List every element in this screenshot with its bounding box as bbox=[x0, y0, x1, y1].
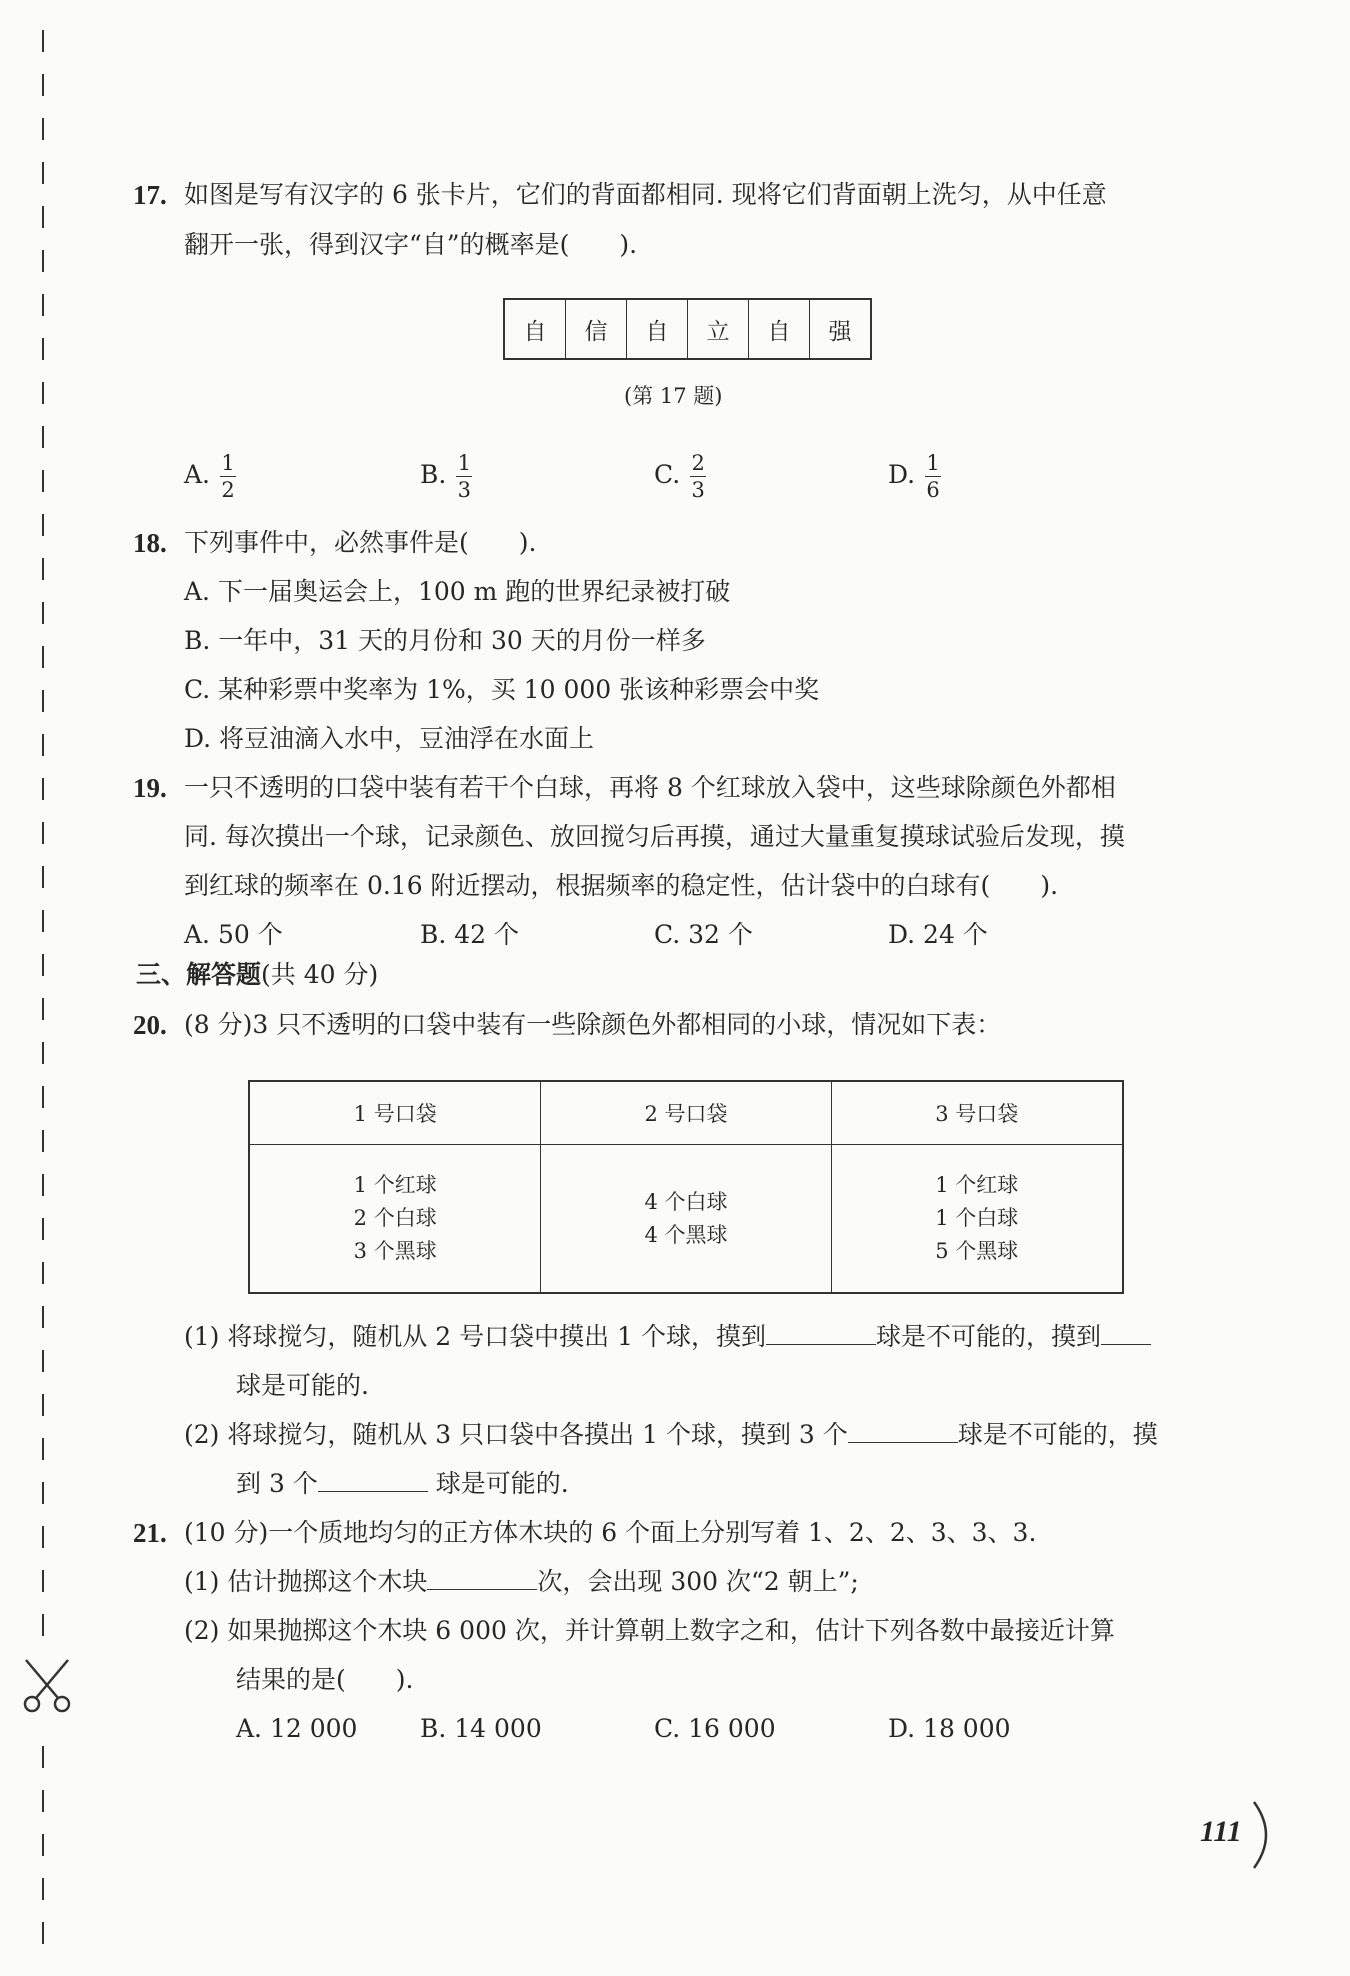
page-number: 111 bbox=[1200, 1815, 1242, 1848]
cut-line-dash bbox=[42, 1746, 44, 1768]
cut-line-dash bbox=[42, 470, 44, 492]
q19-option-a: A. 50 个 bbox=[184, 920, 283, 949]
q18-option-d: D. 将豆油滴入水中，豆油浮在水面上 bbox=[184, 724, 595, 753]
q21-option-c: C. 16 000 bbox=[654, 1714, 776, 1743]
card: 强 bbox=[809, 300, 870, 358]
cut-line-dash bbox=[42, 30, 44, 52]
q19-option-c: C. 32 个 bbox=[654, 920, 753, 949]
q21-part1: (1) 估计抛掷这个木块 次，会出现 300 次“2 朝上”; bbox=[184, 1557, 859, 1607]
q17-line2: 翻开一张，得到汉字“自”的概率是( ). bbox=[184, 230, 638, 259]
q21-part2-line1: (2) 如果抛掷这个木块 6 000 次，并计算朝上数字之和，估计下列各数中最接近计算 bbox=[184, 1616, 1115, 1645]
cut-line-dash bbox=[42, 74, 44, 96]
q21-number: 21. bbox=[133, 1518, 167, 1548]
cut-line-dash bbox=[42, 1438, 44, 1460]
cut-line-dash bbox=[42, 1218, 44, 1240]
q21-part2-line2: 结果的是( ). bbox=[236, 1665, 414, 1694]
bag2-cell: 4 个白球 4 个黑球 bbox=[541, 1145, 831, 1294]
q17-number: 17. bbox=[133, 180, 167, 210]
cut-line-dash bbox=[42, 426, 44, 448]
q17-caption: (第 17 题) bbox=[624, 384, 723, 408]
q20-table bbox=[248, 1080, 1124, 1294]
answer-blank[interactable] bbox=[318, 1461, 428, 1492]
q17-option-b: B. $\frac{1}{3}$ bbox=[420, 451, 472, 502]
q17-line1: 如图是写有汉字的 6 张卡片，它们的背面都相同. 现将它们背面朝上洗匀，从中任意 bbox=[184, 180, 1107, 209]
q20-part2-line1: (2) 将球搅匀，随机从 3 只口袋中各摸出 1 个球，摸到 3 个 球是不可能的，摸 bbox=[184, 1410, 1158, 1460]
bag3-cell: 1 个红球 1 个白球 5 个黑球 bbox=[831, 1145, 1123, 1294]
bag1-cell: 1 个红球 2 个白球 3 个黑球 bbox=[249, 1145, 541, 1294]
q21-option-b: B. 14 000 bbox=[420, 1714, 542, 1743]
q17-option-a: A. $\frac{1}{2}$ bbox=[184, 451, 235, 502]
q19-option-b: B. 42 个 bbox=[420, 920, 520, 949]
q20-part1-line2: 球是可能的. bbox=[236, 1371, 369, 1400]
q18-option-c: C. 某种彩票中奖率为 1%，买 10 000 张该种彩票会中奖 bbox=[184, 675, 820, 704]
answer-blank[interactable] bbox=[848, 1412, 958, 1443]
q18-stem: 下列事件中，必然事件是( ). bbox=[184, 528, 537, 557]
cut-line-dash bbox=[42, 118, 44, 140]
cut-line-dash bbox=[42, 1922, 44, 1944]
q19-line1: 一只不透明的口袋中装有若干个白球，再将 8 个红球放入袋中，这些球除颜色外都相 bbox=[184, 773, 1116, 802]
cut-line-dash bbox=[42, 1350, 44, 1372]
cut-line-dash bbox=[42, 1306, 44, 1328]
cut-line-dash bbox=[42, 338, 44, 360]
card: 立 bbox=[687, 300, 748, 358]
cut-line-dash bbox=[42, 1042, 44, 1064]
q19-option-d: D. 24 个 bbox=[888, 920, 988, 949]
q18-option-a: A. 下一届奥运会上，100 m 跑的世界纪录被打破 bbox=[184, 577, 731, 606]
answer-blank[interactable] bbox=[1101, 1314, 1151, 1345]
cut-line-dash bbox=[42, 1262, 44, 1284]
section-title: 三、解答题(共 40 分) bbox=[136, 960, 379, 989]
cut-line-dash bbox=[42, 1086, 44, 1108]
cut-line-dash bbox=[42, 998, 44, 1020]
card: 自 bbox=[523, 318, 547, 345]
answer-blank[interactable] bbox=[427, 1559, 537, 1590]
cut-line-dash bbox=[42, 558, 44, 580]
table-header: 2 号口袋 bbox=[541, 1081, 831, 1145]
page-number-arc bbox=[1250, 1800, 1280, 1870]
cut-line-dash bbox=[42, 1394, 44, 1416]
cut-line-dash bbox=[42, 250, 44, 272]
cut-line-dash bbox=[42, 866, 44, 888]
q19-line3: 到红球的频率在 0.16 附近摆动，根据频率的稳定性，估计袋中的白球有( ). bbox=[184, 871, 1059, 900]
scissors-icon bbox=[20, 1658, 74, 1714]
cut-line-dash bbox=[42, 602, 44, 624]
cut-line-dash bbox=[42, 778, 44, 800]
q20-stem: (8 分)3 只不透明的口袋中装有一些除颜色外都相同的小球，情况如下表： bbox=[184, 1010, 1002, 1039]
card: 自 bbox=[748, 300, 809, 358]
q17-cards bbox=[503, 298, 872, 360]
q19-line2: 同. 每次摸出一个球，记录颜色、放回搅匀后再摸，通过大量重复摸球试验后发现，摸 bbox=[184, 822, 1125, 851]
cut-line-dash bbox=[42, 294, 44, 316]
cut-line-dash bbox=[42, 1878, 44, 1900]
cut-line-dash bbox=[42, 514, 44, 536]
cut-line-dash bbox=[42, 646, 44, 668]
answer-blank[interactable] bbox=[766, 1314, 876, 1345]
cut-line-dash bbox=[42, 1790, 44, 1812]
cut-line-dash bbox=[42, 910, 44, 932]
q17-option-d: D. $\frac{1}{6}$ bbox=[888, 451, 940, 502]
cut-line-dash bbox=[42, 1482, 44, 1504]
cut-line-dash bbox=[42, 1130, 44, 1152]
q19-number: 19. bbox=[133, 773, 167, 803]
card: 自 bbox=[626, 300, 687, 358]
q18-number: 18. bbox=[133, 528, 167, 558]
table-header: 3 号口袋 bbox=[831, 1081, 1123, 1145]
table-header: 1 号口袋 bbox=[249, 1081, 541, 1145]
cut-line-dash bbox=[42, 162, 44, 184]
q21-stem: (10 分)一个质地均匀的正方体木块的 6 个面上分别写着 1、2、2、3、3、3. bbox=[184, 1518, 1037, 1547]
cut-line-dash bbox=[42, 954, 44, 976]
q20-number: 20. bbox=[133, 1010, 167, 1040]
q17-option-c: C. $\frac{2}{3}$ bbox=[654, 451, 705, 502]
q21-option-d: D. 18 000 bbox=[888, 1714, 1011, 1743]
cut-line-dash bbox=[42, 1526, 44, 1548]
cut-line-dash bbox=[42, 1614, 44, 1636]
card: 信 bbox=[565, 300, 626, 358]
cut-line-dash bbox=[42, 382, 44, 404]
q21-option-a: A. 12 000 bbox=[236, 1714, 358, 1743]
cut-line-dash bbox=[42, 822, 44, 844]
q20-part1-line1: (1) 将球搅匀，随机从 2 号口袋中摸出 1 个球，摸到 球是不可能的，摸到 bbox=[184, 1312, 1151, 1362]
cut-line-dash bbox=[42, 1834, 44, 1856]
q18-option-b: B. 一年中，31 天的月份和 30 天的月份一样多 bbox=[184, 626, 706, 655]
q20-part2-line2: 到 3 个 球是可能的. bbox=[236, 1459, 569, 1509]
cut-line-dash bbox=[42, 734, 44, 756]
cut-line-dash bbox=[42, 206, 44, 228]
cut-line-dash bbox=[42, 1174, 44, 1196]
cut-line-dash bbox=[42, 690, 44, 712]
cut-line-dash bbox=[42, 1570, 44, 1592]
